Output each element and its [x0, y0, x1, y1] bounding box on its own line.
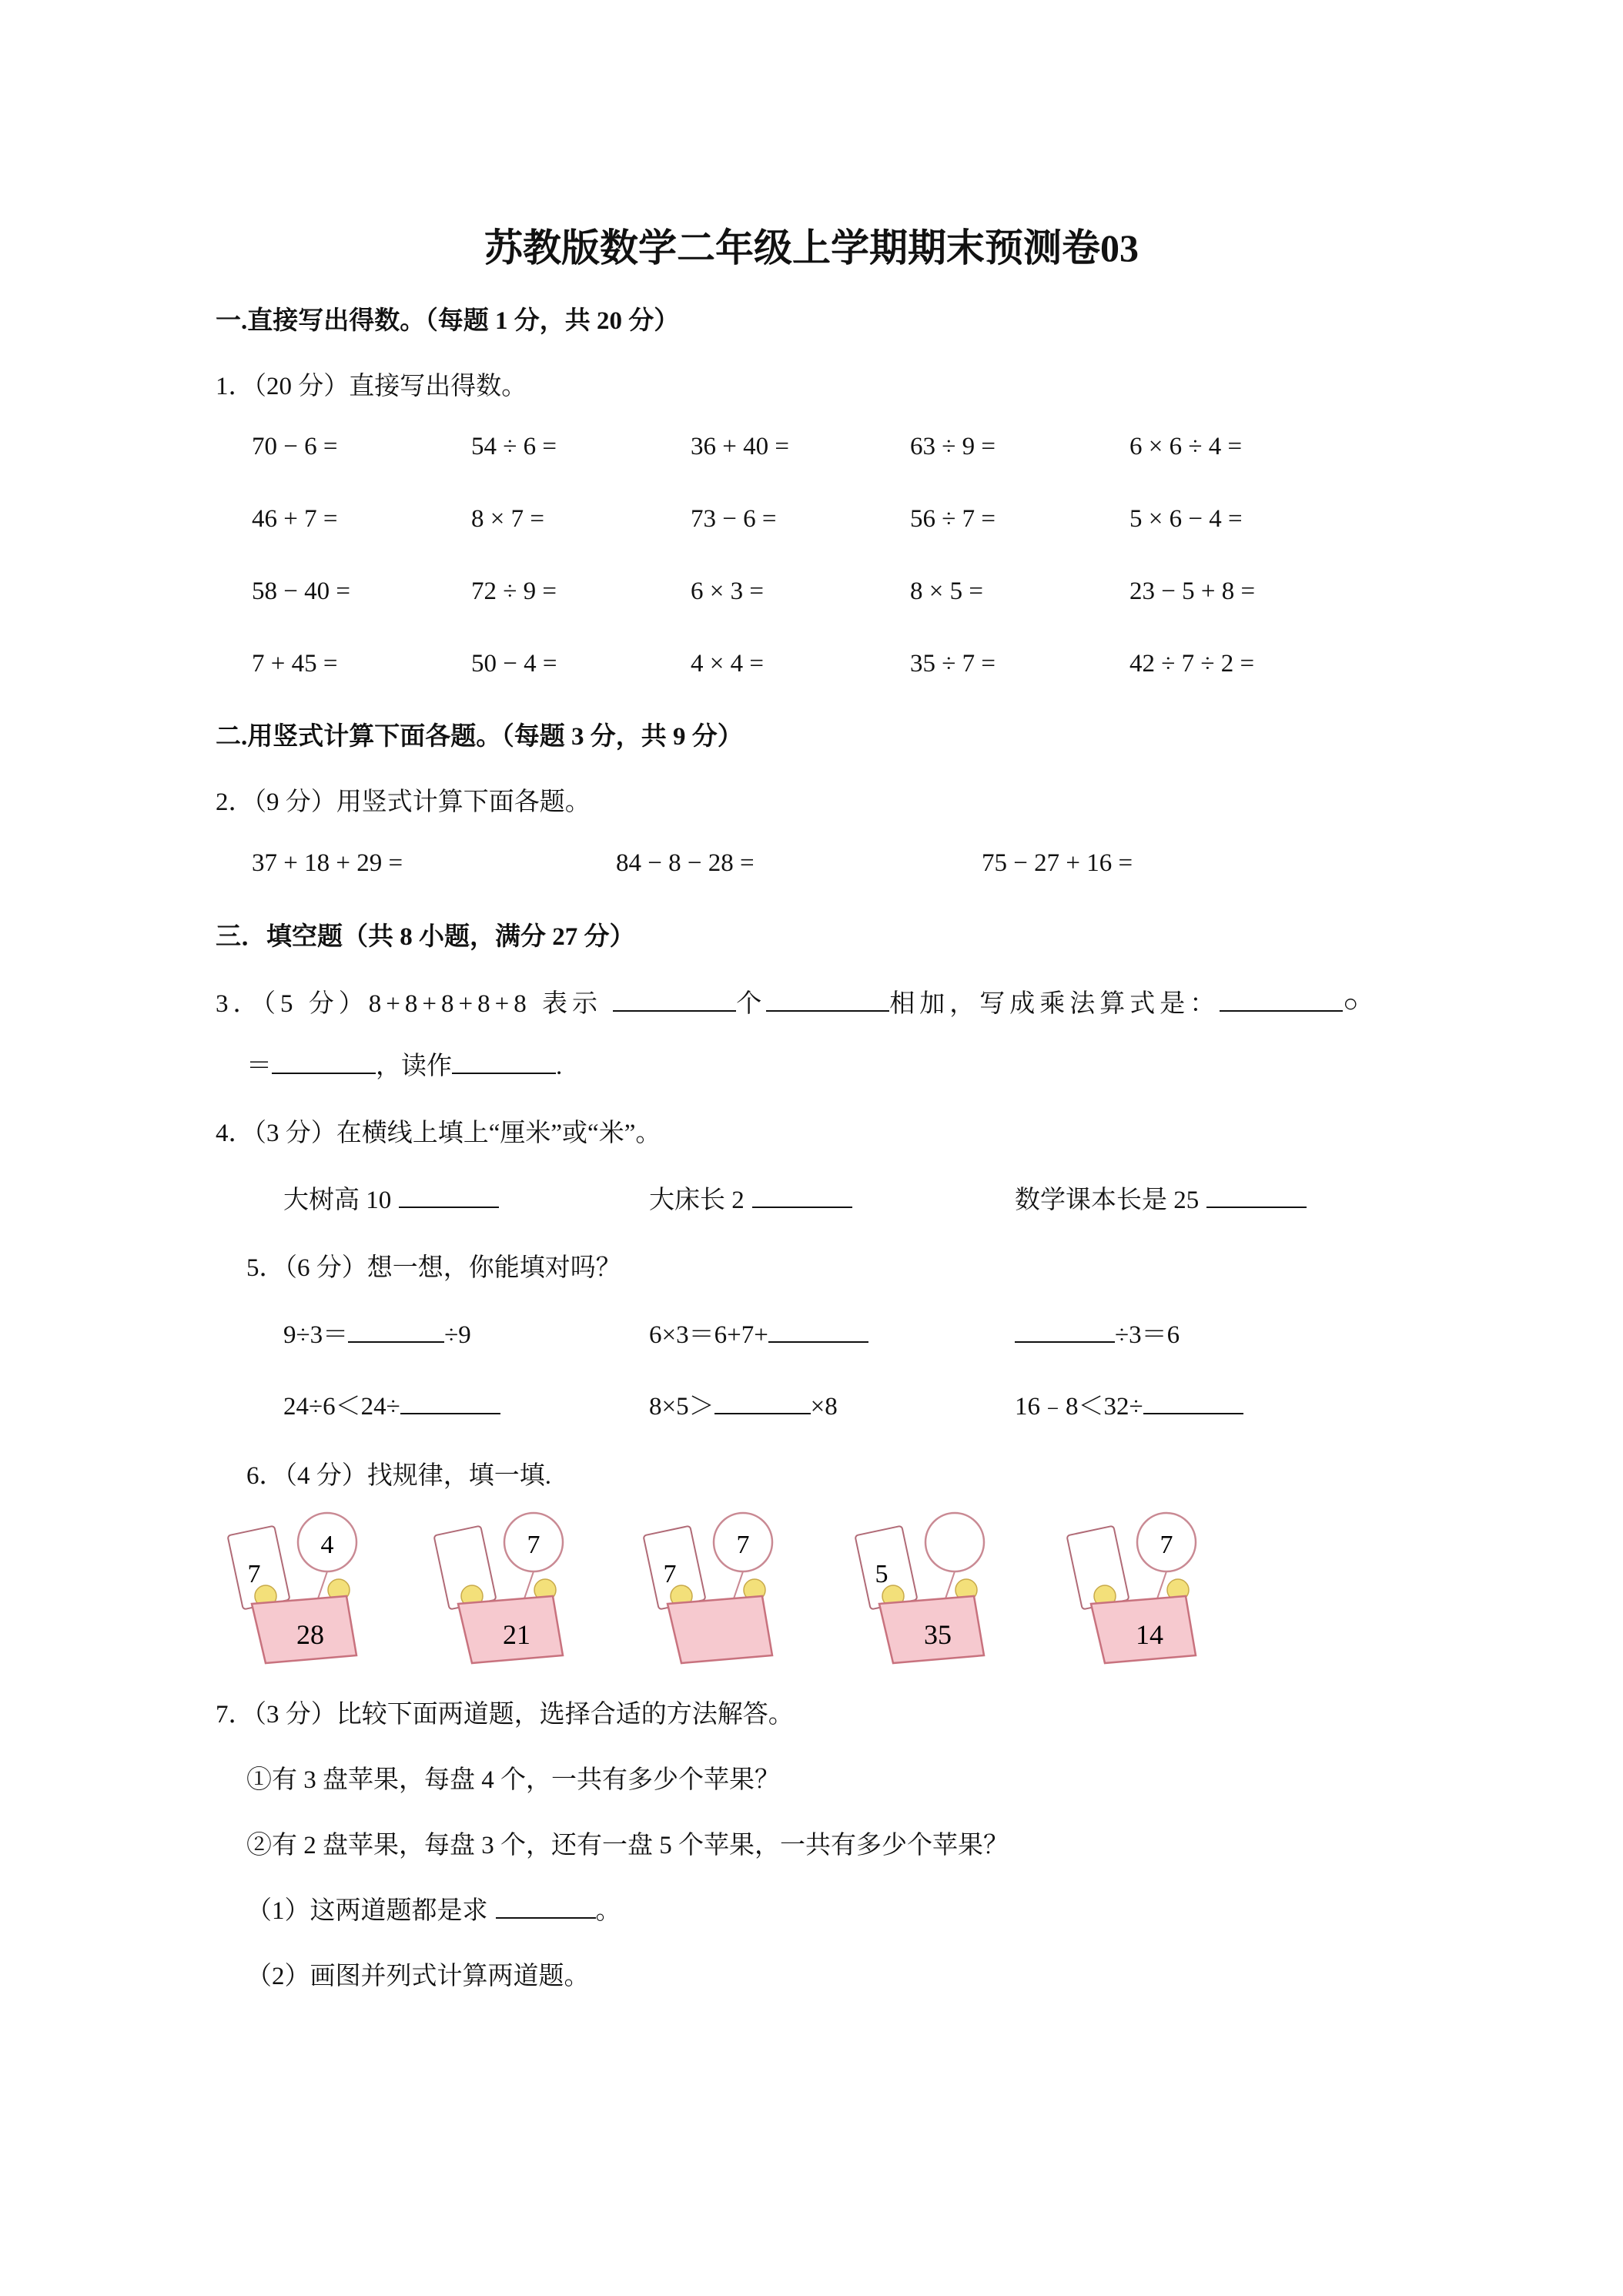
q5-text: ÷9	[444, 1321, 471, 1349]
q3-line2-prefix: ＝	[246, 1053, 272, 1080]
arith-cell: 7 + 45 =	[252, 650, 338, 678]
gift-box	[668, 1596, 772, 1663]
vertical-calc-item: 84 − 8 − 28 =	[616, 849, 755, 877]
q5-item	[283, 1386, 500, 1422]
q5-text: ×8	[810, 1393, 838, 1421]
q3-part2: 个	[736, 990, 767, 1018]
pattern-card-group	[433, 1513, 563, 1663]
balloon	[925, 1513, 984, 1571]
arith-cell: 5 × 6 − 4 =	[1129, 505, 1243, 533]
q7-blank[interactable]	[496, 1890, 596, 1919]
question-7: 7．（3 分）比较下面两道题，选择合适的方法解答。	[216, 1701, 794, 1729]
q4-item	[1015, 1180, 1307, 1216]
q7-sub-2: （2）画图并列式计算两道题。	[246, 1963, 590, 1990]
q3-line2-end: .	[556, 1053, 563, 1080]
q3-part3: 相加，写成乘法算式是：	[889, 990, 1220, 1018]
q4-item-label: 大床长 2	[649, 1186, 745, 1214]
q5-blank[interactable]	[400, 1386, 500, 1414]
arith-cell: 50 − 4 =	[471, 650, 557, 678]
question-2: 2．（9 分）用竖式计算下面各题。	[216, 788, 591, 816]
box-number[interactable]: 28	[296, 1619, 324, 1650]
box-number[interactable]: 21	[503, 1619, 530, 1650]
section1-heading: 一.直接写出得数。（每题 1 分，共 20 分）	[216, 307, 680, 335]
arith-cell: 54 ÷ 6 =	[471, 433, 557, 460]
q5-blank[interactable]	[1015, 1314, 1115, 1343]
arith-cell: 63 ÷ 9 =	[910, 433, 996, 460]
q3-blank-addend[interactable]	[766, 983, 889, 1012]
q3-prefix: 3．（5 分）8+8+8+8+8 表示	[216, 990, 602, 1018]
q4-item	[649, 1180, 852, 1216]
q7-sub-1-text: （1）这两道题都是求	[246, 1897, 488, 1925]
arith-cell: 35 ÷ 7 =	[910, 650, 996, 678]
arith-cell: 36 + 40 =	[691, 433, 789, 460]
q3-blank-expression[interactable]	[1220, 983, 1343, 1012]
q4-blank[interactable]	[752, 1180, 852, 1208]
balloon-number[interactable]: 4	[320, 1531, 334, 1559]
arith-cell: 23 − 5 + 8 =	[1129, 577, 1256, 605]
question-3-line2	[246, 1046, 562, 1082]
q3-blank-count[interactable]	[613, 983, 736, 1012]
question-6: 6．（4 分）找规律，填一填.	[246, 1462, 551, 1490]
pattern-figure	[219, 1505, 1228, 1671]
q5-blank[interactable]	[768, 1314, 868, 1343]
q4-item-label: 数学课本长是 25	[1015, 1186, 1200, 1214]
arith-cell: 6 × 3 =	[691, 577, 764, 605]
q5-item	[649, 1314, 868, 1350]
q5-text: 9÷3＝	[283, 1321, 349, 1349]
q5-blank[interactable]	[1143, 1386, 1243, 1414]
arith-cell: 70 − 6 =	[252, 433, 338, 460]
vertical-calc-item: 75 − 27 + 16 =	[982, 849, 1133, 877]
q5-text: 24÷6＜24÷	[283, 1393, 400, 1421]
vertical-calc-item: 37 + 18 + 29 =	[252, 849, 403, 877]
balloon-number[interactable]: 7	[1160, 1531, 1173, 1559]
arith-cell: 8 × 7 =	[471, 505, 544, 533]
card-number[interactable]: 5	[875, 1560, 888, 1588]
q3-blank-reading[interactable]	[452, 1046, 556, 1074]
arith-cell: 72 ÷ 9 =	[471, 577, 557, 605]
box-number[interactable]: 14	[1136, 1619, 1163, 1650]
question-5: 5．（6 分）想一想，你能填对吗？	[246, 1254, 621, 1282]
q7-problem-1: ①有 3 盘苹果，每盘 4 个，一共有多少个苹果？	[246, 1766, 780, 1794]
card-number[interactable]: 7	[247, 1560, 261, 1588]
question-1: 1．（20 分）直接写出得数。	[216, 373, 527, 400]
card-number[interactable]: 7	[663, 1560, 677, 1588]
q5-item	[1015, 1314, 1180, 1350]
arith-cell: 56 ÷ 7 =	[910, 505, 996, 533]
q5-text: 6×3＝6+7+	[649, 1321, 768, 1349]
arith-cell: 4 × 4 =	[691, 650, 764, 678]
q7-problem-2: ②有 2 盘苹果，每盘 3 个，还有一盘 5 个苹果，一共有多少个苹果？	[246, 1832, 1009, 1859]
q5-text: ÷3＝6	[1115, 1321, 1180, 1349]
pattern-card-group	[643, 1513, 772, 1663]
q5-item	[1015, 1386, 1243, 1422]
box-number[interactable]: 35	[924, 1619, 952, 1650]
arith-cell: 73 − 6 =	[691, 505, 777, 533]
arith-cell: 8 × 5 =	[910, 577, 983, 605]
balloon-number[interactable]: 7	[736, 1531, 750, 1559]
q3-blank-result[interactable]	[272, 1046, 376, 1074]
q4-item	[283, 1180, 499, 1216]
q3-line2-mid: ，读作	[376, 1053, 452, 1080]
pattern-card-group	[1066, 1513, 1196, 1663]
balloon-number[interactable]: 7	[527, 1531, 540, 1559]
q5-text: 8×5＞	[649, 1393, 714, 1421]
q3-circle: ○	[1343, 990, 1364, 1018]
q5-item	[649, 1386, 838, 1422]
q5-blank[interactable]	[714, 1386, 811, 1414]
q4-item-label: 大树高 10	[283, 1186, 392, 1214]
arith-cell: 46 + 7 =	[252, 505, 338, 533]
q5-item	[283, 1314, 471, 1350]
arith-cell: 6 × 6 ÷ 4 =	[1129, 433, 1243, 460]
pattern-card-group	[227, 1513, 356, 1663]
question-3	[216, 983, 1363, 1019]
q7-sub-1	[246, 1890, 621, 1926]
section2-heading: 二.用竖式计算下面各题。（每题 3 分，共 9 分）	[216, 723, 743, 751]
pattern-card-group	[855, 1513, 984, 1663]
q4-blank[interactable]	[1206, 1180, 1307, 1208]
question-4: 4．（3 分）在横线上填上“厘米”或“米”。	[216, 1120, 661, 1147]
arith-cell: 42 ÷ 7 ÷ 2 =	[1129, 650, 1255, 678]
q5-text: 16﹣8＜32÷	[1015, 1393, 1143, 1421]
page-title: 苏教版数学二年级上学期期末预测卷03	[484, 226, 1139, 269]
section3-heading: 三．填空题（共 8 小题，满分 27 分）	[216, 923, 635, 951]
q7-sub-1-end: 。	[595, 1897, 621, 1925]
arith-cell: 58 − 40 =	[252, 577, 350, 605]
q4-blank[interactable]	[399, 1180, 499, 1208]
q5-blank[interactable]	[348, 1314, 444, 1343]
